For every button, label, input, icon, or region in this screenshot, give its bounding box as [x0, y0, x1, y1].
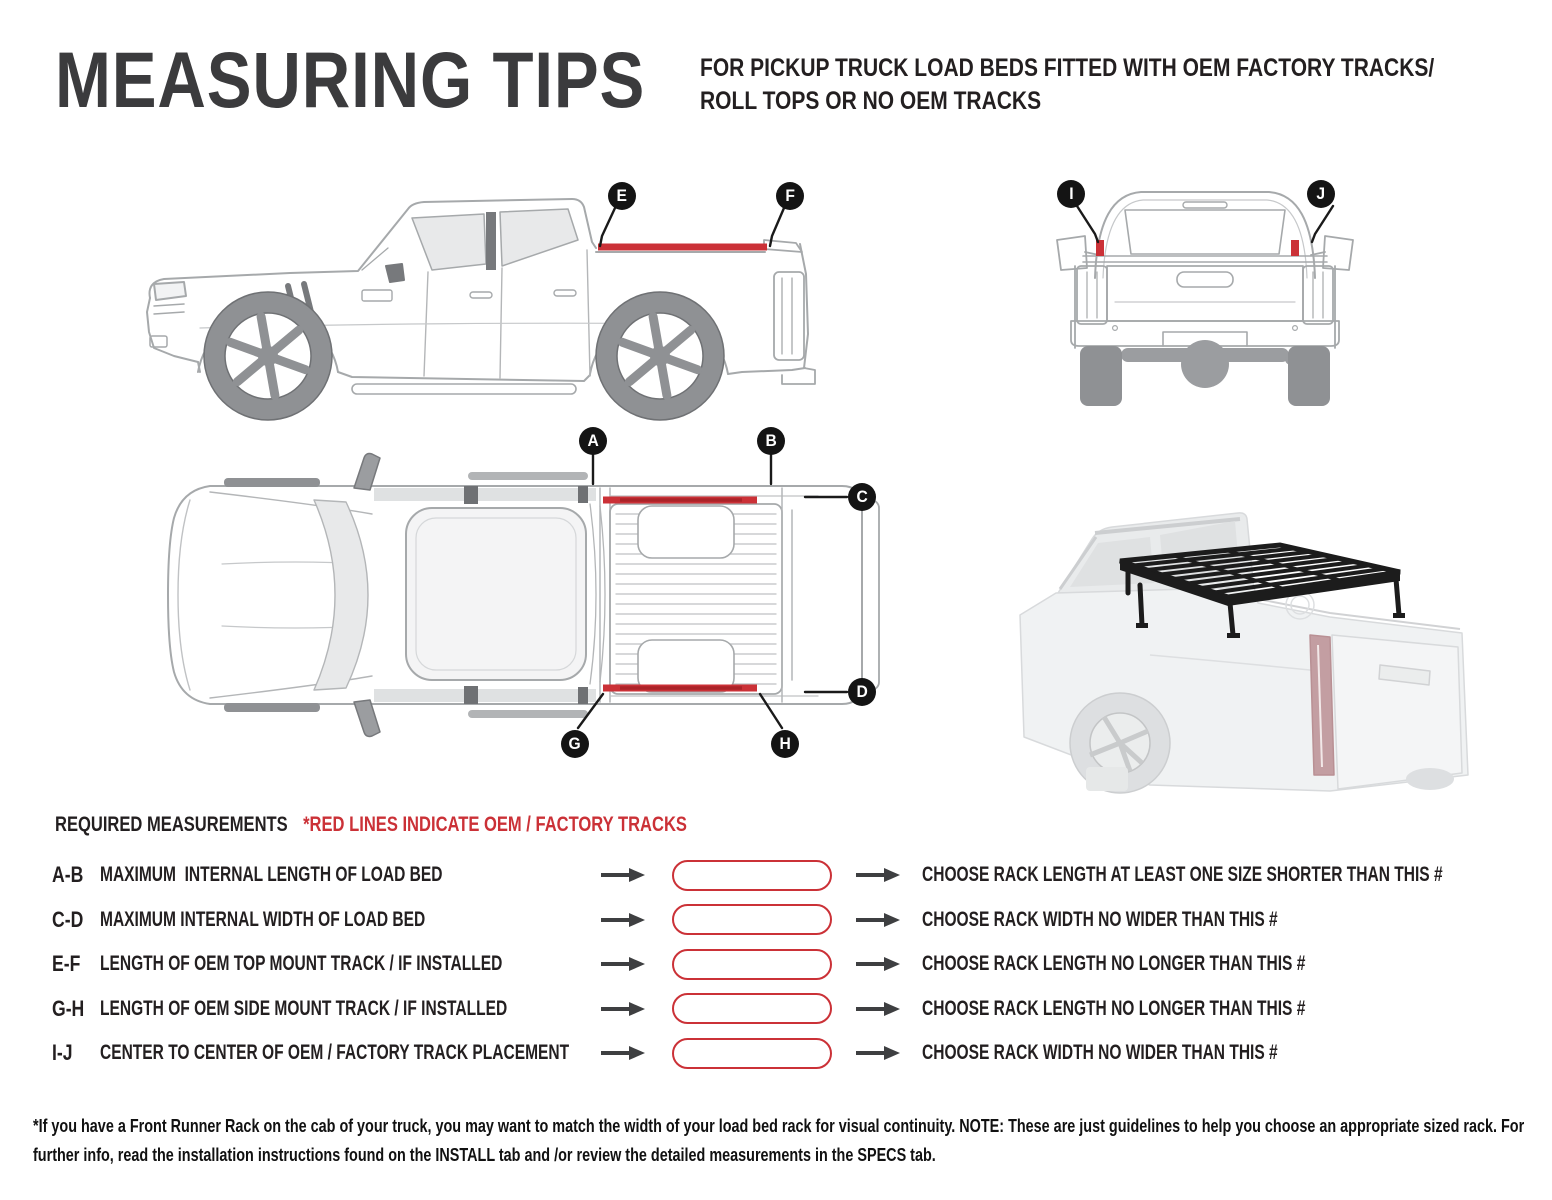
arrow-right-icon — [856, 1002, 900, 1016]
side-view-front-wheel — [204, 292, 332, 420]
marker-d: D — [848, 678, 876, 706]
footnote: *If you have a Front Runner Rack on the cab of your truck, you may want to match the width of your load bed rack for visual continuity. NOTE: These are just guidelines to help you choose an appropriate sized rack. For further info, read the installation instructions found on the INSTALL tab and /or review the detailed measurements in the SPECS tab. — [33, 1116, 1525, 1165]
row-code: E-F — [52, 951, 81, 977]
red-lines-note: *RED LINES INDICATE OEM / FACTORY TRACKS — [303, 812, 687, 836]
row-code: C-D — [52, 906, 84, 932]
marker-j: J — [1307, 180, 1335, 208]
marker-f: F — [776, 182, 804, 210]
arrow-right-icon — [856, 913, 900, 927]
measurement-input-ij[interactable] — [672, 1038, 832, 1069]
row-code: G-H — [52, 995, 85, 1021]
table-row-ef — [52, 942, 1532, 987]
load-bed-rack-product-image — [1020, 513, 1468, 793]
marker-a: A — [579, 427, 607, 455]
pickup-top-view-illustration — [168, 454, 879, 737]
measurement-input-ef[interactable] — [672, 949, 832, 980]
arrow-right-icon — [601, 868, 645, 882]
row-instruction: CHOOSE RACK LENGTH NO LONGER THAN THIS # — [922, 996, 1306, 1020]
marker-g: G — [561, 730, 589, 758]
row-description: LENGTH OF OEM SIDE MOUNT TRACK / IF INSTALLED — [100, 996, 508, 1020]
page-title: MEASURING TIPS — [55, 35, 646, 124]
arrow-right-icon — [601, 1002, 645, 1016]
row-instruction: CHOOSE RACK LENGTH NO LONGER THAN THIS # — [922, 952, 1306, 976]
arrow-right-icon — [856, 1046, 900, 1060]
row-instruction: CHOOSE RACK WIDTH NO WIDER THAN THIS # — [922, 1041, 1278, 1065]
row-instruction: CHOOSE RACK WIDTH NO WIDER THAN THIS # — [922, 907, 1278, 931]
measurements-table — [52, 853, 1532, 1076]
marker-i: I — [1057, 180, 1085, 208]
table-row-cd — [52, 898, 1532, 943]
arrow-right-icon — [856, 957, 900, 971]
row-description: CENTER TO CENTER OF OEM / FACTORY TRACK PLACEMENT — [100, 1041, 570, 1065]
arrow-right-icon — [601, 957, 645, 971]
row-description: LENGTH OF OEM TOP MOUNT TRACK / IF INSTALLED — [100, 952, 503, 976]
measurement-input-cd[interactable] — [672, 904, 832, 935]
measurement-input-ab[interactable] — [672, 860, 832, 891]
table-row-ab — [52, 853, 1532, 898]
required-measurements-heading — [55, 812, 687, 837]
subtitle-line-1: FOR PICKUP TRUCK LOAD BEDS FITTED WITH OEM FACTORY TRACKS/ — [700, 54, 1435, 82]
row-description: MAXIMUM INTERNAL LENGTH OF LOAD BED — [100, 863, 443, 887]
marker-c: C — [848, 483, 876, 511]
table-row-gh — [52, 987, 1532, 1032]
row-description: MAXIMUM INTERNAL WIDTH OF LOAD BED — [100, 907, 426, 931]
arrow-right-icon — [601, 913, 645, 927]
arrow-right-icon — [601, 1046, 645, 1060]
row-code: I-J — [52, 1040, 73, 1066]
heading-label: REQUIRED MEASUREMENTS — [55, 812, 288, 836]
oem-track-red-mark-j — [1291, 240, 1299, 256]
arrow-right-icon — [856, 868, 900, 882]
pickup-side-view-illustration — [147, 199, 815, 420]
row-code: A-B — [52, 862, 84, 888]
side-view-rear-wheel — [596, 292, 724, 420]
table-row-ij — [52, 1031, 1532, 1076]
marker-e: E — [608, 182, 636, 210]
measurement-input-gh[interactable] — [672, 993, 832, 1024]
pickup-rear-view-illustration — [1057, 192, 1353, 406]
marker-b: B — [757, 427, 785, 455]
marker-h: H — [771, 730, 799, 758]
row-instruction: CHOOSE RACK LENGTH AT LEAST ONE SIZE SHORTER THAN THIS # — [922, 863, 1443, 887]
subtitle-line-2: ROLL TOPS OR NO OEM TRACKS — [700, 87, 1042, 115]
page-subtitle — [700, 52, 1434, 118]
